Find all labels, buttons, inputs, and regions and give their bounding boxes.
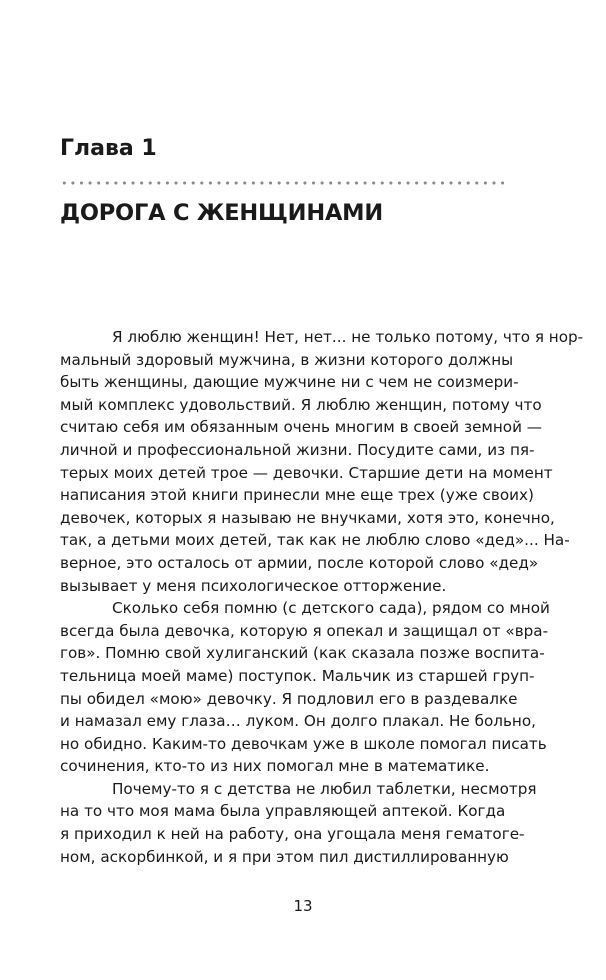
chapter-label: Глава 1 bbox=[60, 136, 157, 161]
paragraph bbox=[60, 326, 584, 597]
text-line: всегда была девочка, которую я опекал и защищал от «вра- bbox=[60, 621, 549, 640]
text-line: так, а детьми моих детей, так как не люблю слово «дед»... На- bbox=[60, 531, 570, 550]
text-line: мальный здоровый мужчина, в жизни которого должны bbox=[60, 350, 514, 369]
text-line: тельница моей маме) поступок. Мальчик из старшей груп- bbox=[60, 666, 535, 685]
text-line: пы обидел «мою» девочку. Я подловил его в раздевалке bbox=[60, 689, 518, 708]
text-line: верное, это осталось от армии, после которой слово «дед» bbox=[60, 553, 539, 572]
text-line: на то что моя мама была управляющей аптекой. Когда bbox=[60, 802, 506, 821]
text-line: сочинения, кто-то из них помогал мне в математике. bbox=[60, 757, 490, 776]
chapter-title: ДОРОГА С ЖЕНЩИНАМИ bbox=[60, 200, 383, 226]
text-line: девочек, которых я называю не внучками, хотя это, конечно, bbox=[60, 508, 555, 527]
text-line: и намазал ему глаза… луком. Он долго плакал. Не больно, bbox=[60, 712, 536, 731]
text-line: вызывает у меня психологическое отторжение. bbox=[60, 576, 447, 595]
text-line: ном, аскорбинкой, и я при этом пил дистиллированную bbox=[60, 847, 509, 866]
page-number: 13 bbox=[293, 897, 313, 915]
text-line: личной и профессиональной жизни. Посудите сами, из пя- bbox=[60, 440, 535, 459]
text-line: мый комплекс удовольствий. Я люблю женщин, потому что bbox=[60, 395, 542, 414]
text-line: я приходил к ней на работу, она угощала меня гематоге- bbox=[60, 825, 525, 844]
text-line: Почему-то я с детства не любил таблетки, несмотря bbox=[112, 779, 537, 798]
text-line: терых моих детей трое — девочки. Старшие дети на момент bbox=[60, 463, 553, 482]
text-line: Сколько себя помню (с детского сада), рядом со мной bbox=[112, 599, 550, 618]
text-line: написания этой книги принесли мне еще трех (уже своих) bbox=[60, 486, 534, 505]
text-line: гов». Помню свой хулиганский (как сказала позже воспита- bbox=[60, 644, 545, 663]
paragraph bbox=[60, 778, 537, 868]
text-line: считаю себя им обязанным очень многим в своей земной — bbox=[60, 418, 542, 437]
paragraph bbox=[60, 597, 550, 778]
body-text bbox=[60, 326, 584, 868]
dotted-divider bbox=[60, 181, 504, 185]
text-line: Я люблю женщин! Нет, нет... не только потому, что я нор- bbox=[112, 328, 584, 346]
text-line: но обидно. Каким-то девочкам уже в школе помогал писать bbox=[60, 734, 547, 753]
text-line: быть женщины, дающие мужчине ни с чем не соизмери- bbox=[60, 373, 519, 392]
